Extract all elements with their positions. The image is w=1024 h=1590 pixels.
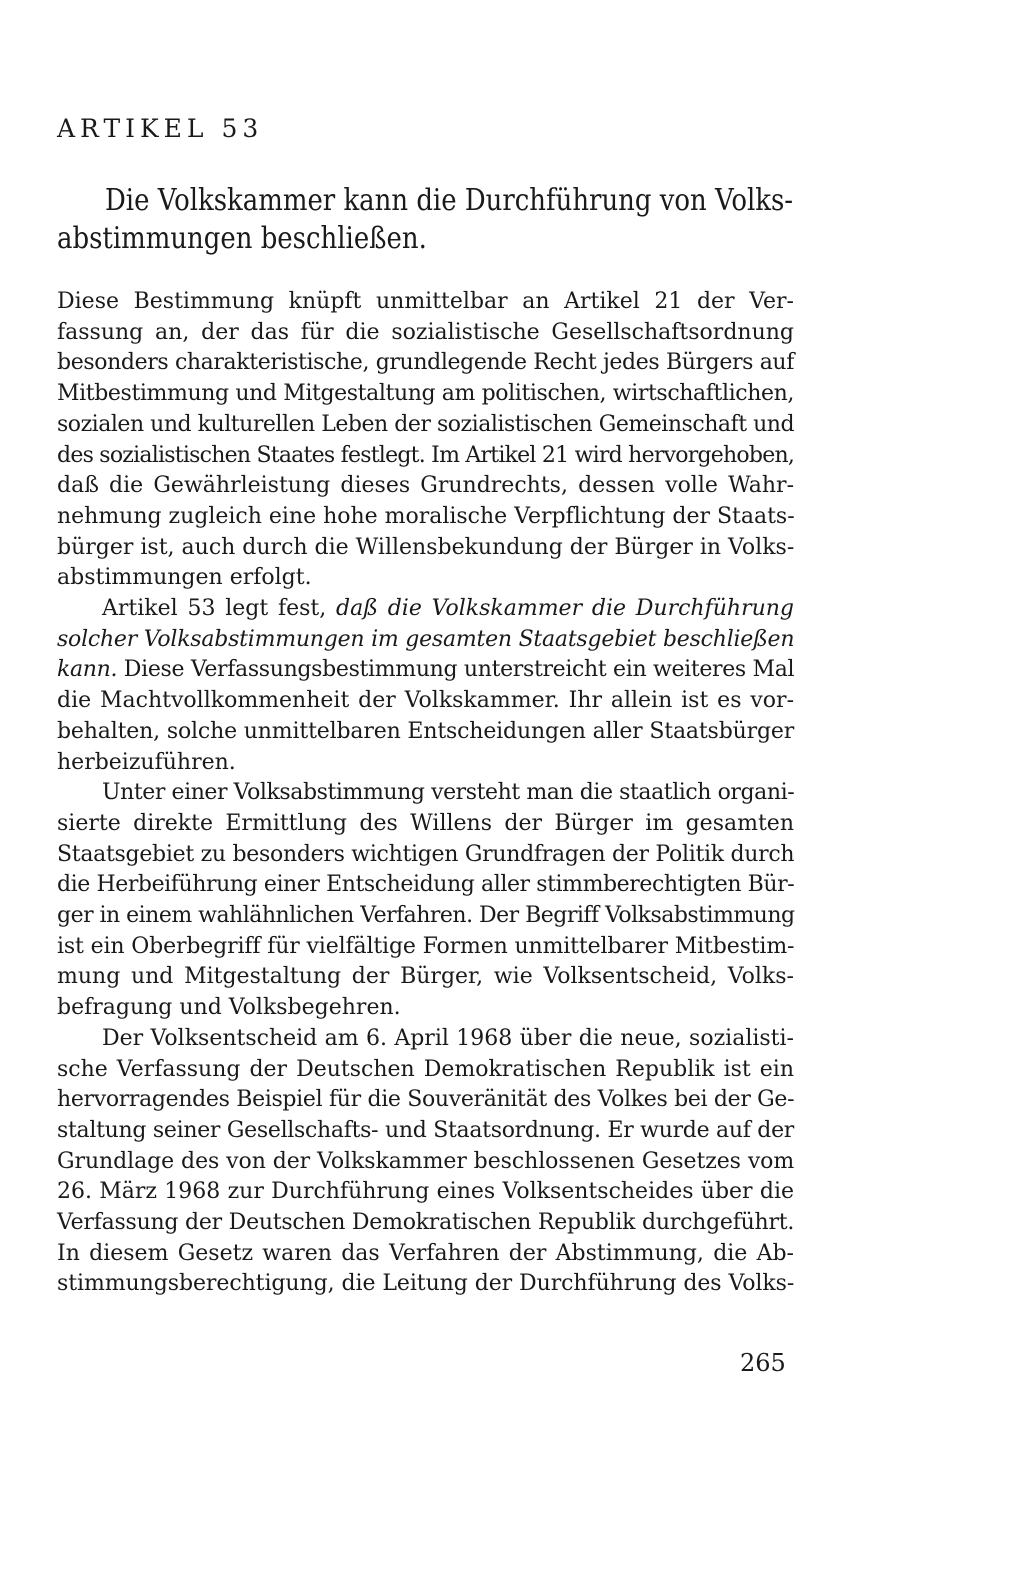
body-line xyxy=(57,905,794,927)
body-text-span: mung und Mitgestaltung der Bürger, wie Volksentscheid, Volks- xyxy=(57,964,794,990)
body-line xyxy=(57,291,794,313)
body-text-span: sozialen und kulturellen Leben der sozialistischen Gemeinschaft und xyxy=(57,411,795,437)
body-line xyxy=(57,841,795,867)
body-line xyxy=(57,659,794,681)
emphasized-text: solcher Volksabstimmungen im gesamten Staatsgebiet beschließen xyxy=(57,626,795,652)
body-text-span: Unter einer Volksabstimmung versteht man die staatlich organi- xyxy=(102,780,795,806)
body-text-span: abstimmungen erfolgt. xyxy=(57,565,312,591)
body-text-span: staltung seiner Gesellschafts- und Staatsordnung. Er wurde auf der xyxy=(57,1117,794,1143)
body-text-span: sche Verfassung der Deutschen Demokratischen Republik ist ein xyxy=(57,1056,794,1082)
body-text-span: Grundlage des von der Volkskammer beschlossenen Gesetzes vom xyxy=(57,1148,795,1174)
body-line xyxy=(57,626,795,652)
body-text-span: Mitbestimmung und Mitgestaltung am politischen, wirtschaftlichen, xyxy=(57,381,794,407)
lead-sentence-line-1: Die Volkskammer kann die Durchführung von Volks- xyxy=(105,183,794,218)
body-line xyxy=(102,1025,794,1051)
body-text-span: hervorragendes Beispiel für die Souveränität des Volkes bei der Ge- xyxy=(57,1087,795,1113)
body-text-span: ger in einem wahlähnlichen Verfahren. Der Begriff Volksabstimmung xyxy=(57,903,795,928)
body-text-span: fassung an, der das für die sozialistische Gesellschaftsordnung xyxy=(57,319,794,345)
page-number: 265 xyxy=(740,1349,786,1377)
article-heading: ARTIKEL 53 xyxy=(57,114,264,143)
body-text-span: besonders charakteristische, grundlegende Recht jedes Bürgers auf xyxy=(57,350,794,376)
body-line xyxy=(57,1273,794,1295)
body-line xyxy=(57,690,794,712)
body-line xyxy=(57,966,794,988)
body-line xyxy=(57,411,795,437)
body-line xyxy=(57,352,794,374)
body-text-span: sierte direkte Ermittlung des Willens der Bürger im gesamten xyxy=(57,810,794,836)
body-text-span: bürger ist, auch durch die Willensbekundung der Bürger in Volks- xyxy=(57,534,795,560)
body-text-span: 26. März 1968 zur Durchführung eines Volksentscheides über die xyxy=(57,1179,794,1205)
body-line xyxy=(57,442,795,468)
lead-sentence-line-2: abstimmungen beschließen. xyxy=(57,221,427,256)
body-text-span: behalten, solche unmittelbaren Entscheidungen aller Staatsbürger xyxy=(57,718,795,744)
body-line xyxy=(57,319,794,345)
body-text-span: daß die Gewährleistung dieses Grundrechts, dessen volle Wahr- xyxy=(57,473,794,499)
body-line xyxy=(57,1181,794,1203)
body-line xyxy=(57,1148,795,1174)
body-line xyxy=(57,1056,794,1082)
body-text-span: Diese Verfassungsbestimmung unterstreicht ein weiteres Mal xyxy=(117,657,795,683)
body-line xyxy=(57,1212,794,1234)
body-text-span: befragung und Volksbegehren. xyxy=(57,995,401,1021)
body-text-span: ist ein Oberbegriff für vielfältige Formen unmittelbarer Mitbestim- xyxy=(57,933,795,959)
body-line xyxy=(102,782,794,804)
body-line xyxy=(57,1240,794,1266)
body-line xyxy=(57,1089,794,1111)
body-text-span: die Herbeiführung einer Entscheidung aller stimmberechtigten Bür- xyxy=(57,872,795,898)
body-text-span: herbeizuführen. xyxy=(57,749,236,775)
body-line xyxy=(57,475,794,497)
body-text-span: des sozialistischen Staates festlegt. Im Artikel 21 wird hervorgehoben, xyxy=(57,442,795,468)
body-text-span: Verfassung der Deutschen Demokratischen Republik durchgeführt. xyxy=(57,1210,795,1235)
emphasized-text: daß die Volkskammer die Durchführung xyxy=(336,596,795,621)
body-line xyxy=(57,718,795,744)
body-line xyxy=(57,997,794,1019)
body-line xyxy=(57,1117,794,1143)
body-line xyxy=(57,567,794,589)
body-text-span: Staatsgebiet zu besonders wichtigen Grundfragen der Politik durch xyxy=(57,841,795,867)
body-text-span: In diesem Gesetz waren das Verfahren der Abstimmung, die Ab- xyxy=(57,1240,794,1266)
body-text-span: Diese Bestimmung knüpft unmittelbar an Artikel 21 der Ver- xyxy=(57,289,794,314)
body-line xyxy=(57,383,794,405)
body-text-span: Artikel 53 legt fest, xyxy=(102,596,337,621)
body-line xyxy=(57,874,794,896)
body-line xyxy=(57,933,795,959)
body-text-span: nehmung zugleich eine hohe moralische Verpflichtung der Staats- xyxy=(57,503,795,529)
emphasized-text: kann. xyxy=(57,657,118,683)
body-line xyxy=(57,810,794,836)
body-text-span: die Machtvollkommenheit der Volkskammer. Ihr allein ist es vor- xyxy=(57,688,794,714)
body-text-span: stimmungsberechtigung, die Leitung der Durchführung des Volks- xyxy=(57,1271,795,1297)
body-line xyxy=(102,598,794,620)
body-line xyxy=(57,534,795,560)
body-text-span: Der Volksentscheid am 6. April 1968 über die neue, sozialisti- xyxy=(102,1025,794,1051)
body-line xyxy=(57,749,794,775)
body-line xyxy=(57,503,795,529)
